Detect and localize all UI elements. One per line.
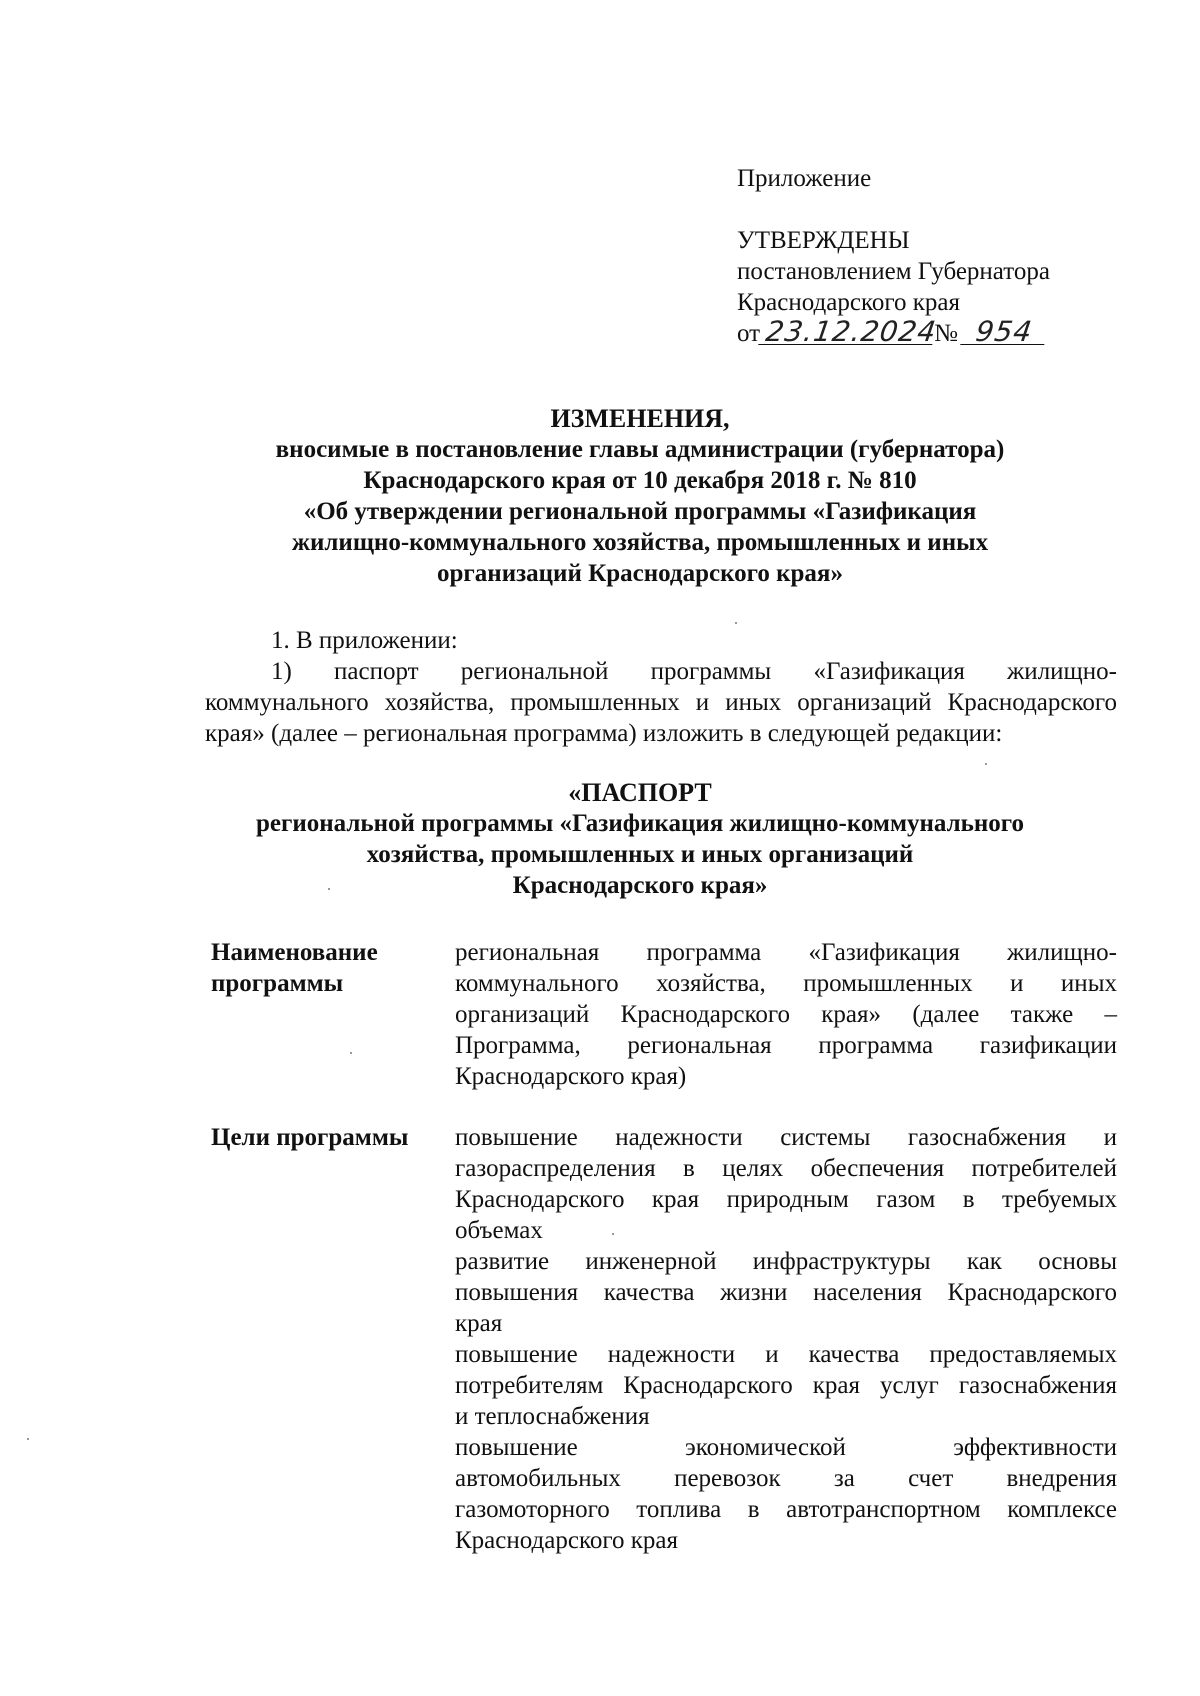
title-line: «Об утверждении региональной программы «Газификация [303,498,977,525]
date-prefix: от [737,320,761,347]
title-line: Краснодарского края от 10 декабря 2018 г. № 810 [363,467,917,494]
row-value-line: Краснодарского края) [455,1063,687,1090]
passport-heading [140,777,1140,901]
passport-line: хозяйства, промышленных и иных организаций [366,841,914,868]
intro-subitem-line: 1) паспорт региональной программы «Газификация жилищно- [271,658,1117,685]
passport-line: региональной программы «Газификация жилищно-коммунального [255,810,1024,837]
scan-speck [612,1233,614,1235]
row-value [455,937,1117,1092]
row-value-line: Программа, региональная программа газификации [455,1032,1117,1059]
row-value-line: повышение экономической эффективности [455,1434,1117,1461]
scan-speck [350,1052,352,1054]
approved-by-line-1: постановлением Губернатора [737,258,1050,285]
intro-item-1: 1. В приложении: [271,627,458,654]
scan-speck [328,888,330,890]
row-value [455,1122,1117,1556]
row-label-line: программы [211,970,344,997]
row-value-line: повышение надежности системы газоснабжения и [455,1124,1117,1151]
title-line: вносимые в постановление главы администрации (губернатора) [275,436,1005,463]
row-value-line: и теплоснабжения [455,1403,650,1430]
title-line: организаций Краснодарского края» [437,560,843,587]
row-value-line: края [455,1310,503,1337]
scan-speck [735,622,737,624]
handwritten-date: 23.12.2024 [758,320,936,345]
title-main: ИЗМЕНЕНИЯ, [550,404,730,433]
scan-speck [985,763,987,765]
row-label-line: Наименование [211,939,378,966]
approval-date-line [737,315,1137,349]
approved-by-line-2: Краснодарского края [737,289,960,316]
intro-section [205,625,1117,749]
handwritten-number: 954 [960,320,1048,345]
row-value-line: повышения качества жизни населения Краснодарского [455,1279,1117,1306]
row-label-line: Цели программы [211,1124,409,1151]
row-value-line: газораспределения в целях обеспечения потребителей [455,1155,1117,1182]
row-value-line: потребителям Краснодарского края услуг газоснабжения [455,1372,1117,1399]
row-value-line: объемах [455,1217,543,1244]
row-value-line: газомоторного топлива в автотранспортном комплексе [455,1496,1117,1523]
title-line: жилищно-коммунального хозяйства, промышленных и иных [291,529,989,556]
intro-subitem-line: края» (далее – региональная программа) изложить в следующей редакции: [205,720,1003,747]
row-value-line: коммунального хозяйства, промышленных и иных [455,970,1117,997]
row-value-line: организаций Краснодарского края» (далее также – [455,1001,1117,1028]
approval-block [737,163,1137,349]
row-label [211,937,431,999]
intro-subitem-line: коммунального хозяйства, промышленных и иных организаций Краснодарского [205,689,1117,716]
row-value-line: развитие инженерной инфраструктуры как основы [455,1248,1117,1275]
appendix-label: Приложение [737,165,872,192]
approved-label: УТВЕРЖДЕНЫ [737,227,910,254]
row-value-line: региональная программа «Газификация жилищно- [455,939,1117,966]
row-value-line: повышение надежности и качества предоставляемых [455,1341,1117,1368]
row-value-line: Краснодарского края природным газом в требуемых [455,1186,1117,1213]
passport-line: Краснодарского края» [512,872,768,899]
passport-title: «ПАСПОРТ [568,778,712,807]
row-label [211,1122,431,1153]
scan-speck [27,1438,29,1440]
row-value-line: автомобильных перевозок за счет внедрения [455,1465,1117,1492]
number-sign: № [934,320,958,347]
row-value-line: Краснодарского края [455,1527,678,1554]
document-title [140,403,1140,589]
